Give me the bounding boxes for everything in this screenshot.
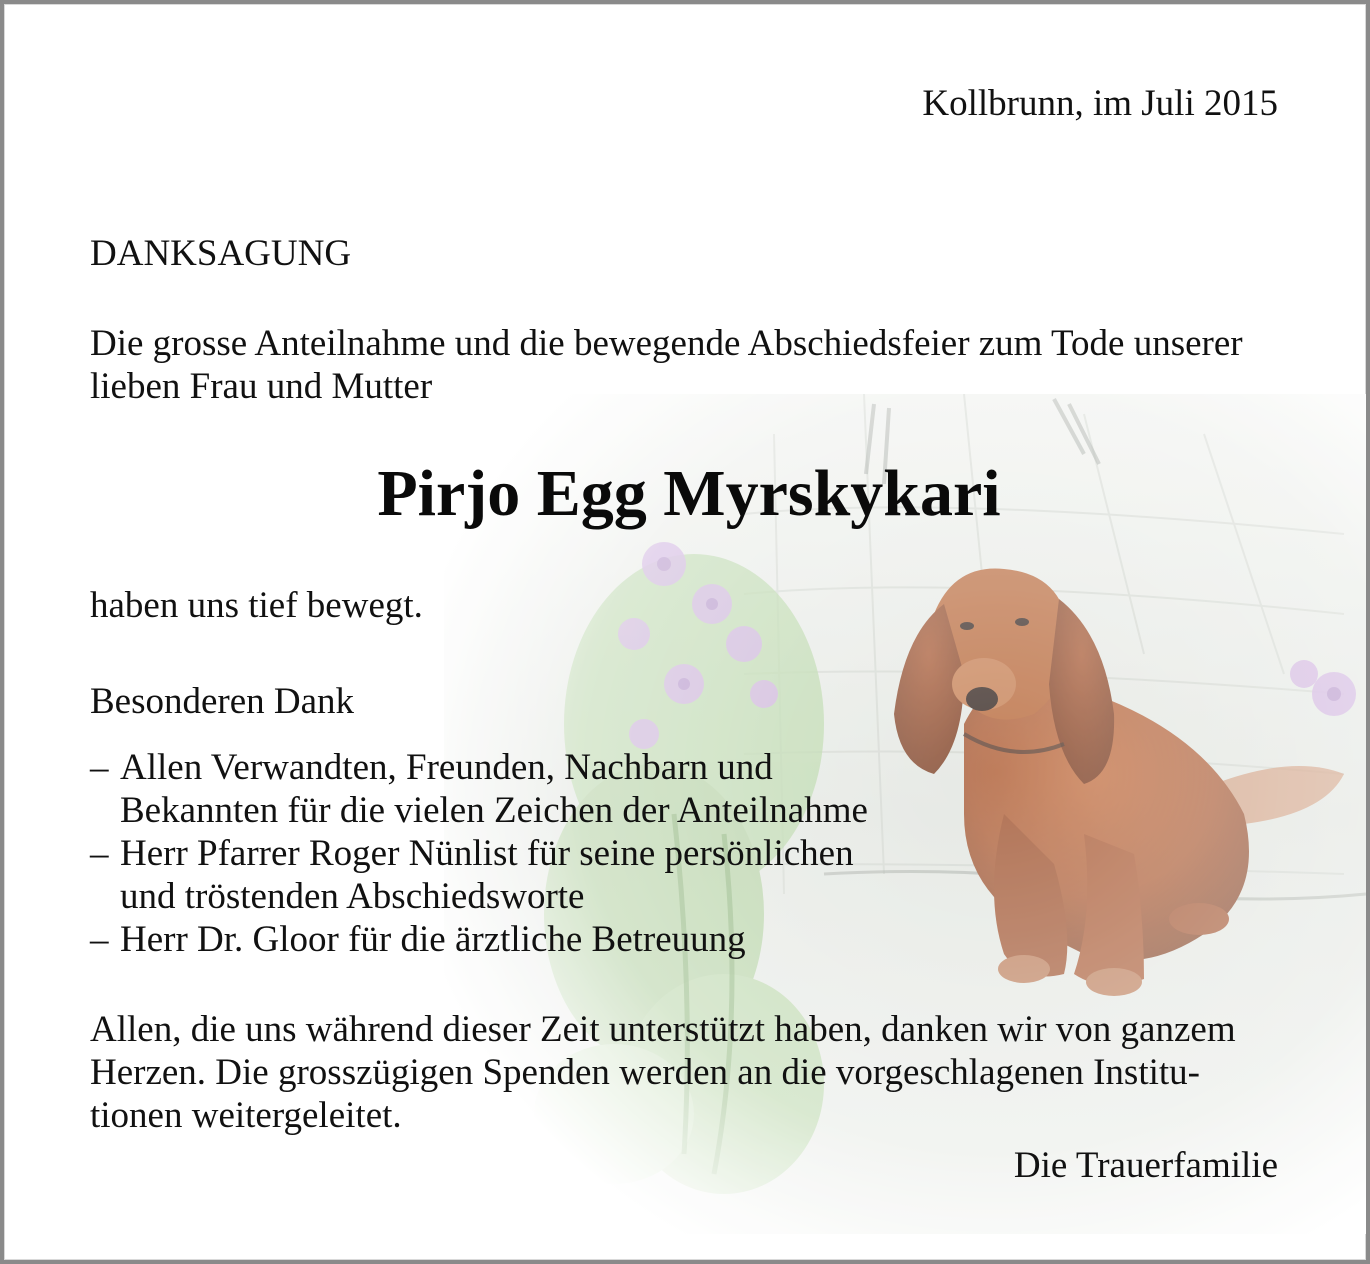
list-item xyxy=(90,832,868,918)
closing-line: Herzen. Die grosszügigen Spenden werden an die vorgeschlagenen Institu- xyxy=(90,1052,1200,1093)
closing-line: tionen weitergeleitet. xyxy=(90,1095,402,1136)
place-date: Kollbrunn, im Juli 2015 xyxy=(922,83,1278,124)
list-item xyxy=(90,746,868,832)
list-item-line: Bekannten für die vielen Zeichen der Anteilnahme xyxy=(120,790,868,831)
list-item xyxy=(90,918,868,961)
intro-line: Die grosse Anteilnahme und die bewegende Abschiedsfeier zum Tode unserer xyxy=(90,323,1243,364)
list-item-line: Herr Pfarrer Roger Nünlist für seine persönlichen xyxy=(120,833,854,874)
list-dash: – xyxy=(90,747,109,788)
special-thanks-heading: Besonderen Dank xyxy=(90,681,355,722)
signature: Die Trauerfamilie xyxy=(1013,1145,1278,1186)
deceased-name: Pirjo Egg Myrskykari xyxy=(377,457,1001,530)
list-dash: – xyxy=(90,833,109,874)
moved-text: haben uns tief bewegt. xyxy=(90,585,423,626)
closing-line: Allen, die uns während dieser Zeit unterstützt haben, danken wir von ganzem xyxy=(90,1009,1236,1050)
notice-heading: DANKSAGUNG xyxy=(90,233,352,274)
list-item-line: und tröstenden Abschiedsworte xyxy=(120,876,585,917)
list-dash: – xyxy=(90,919,109,960)
intro-text xyxy=(90,322,1290,408)
list-item-line: Herr Dr. Gloor für die ärztliche Betreuung xyxy=(120,919,746,960)
list-item-line: Allen Verwandten, Freunden, Nachbarn und xyxy=(120,747,773,788)
thanks-list xyxy=(90,746,868,961)
closing-text xyxy=(90,1008,1286,1137)
intro-line: lieben Frau und Mutter xyxy=(90,366,433,407)
